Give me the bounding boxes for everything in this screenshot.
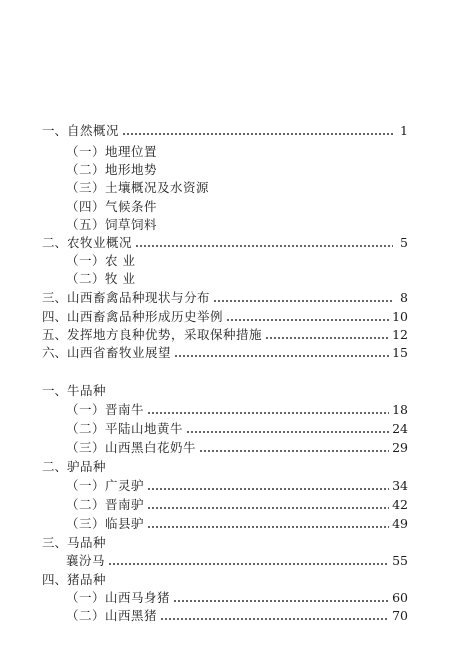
specific-entry[interactable] [66,552,408,570]
entry-label: （一）山西马身猪 [66,590,171,605]
general-entry[interactable] [42,289,408,307]
general-entry[interactable] [66,161,157,179]
dot-leader [122,133,393,135]
entry-page-number: 49 [392,516,408,531]
entry-label: （一）地理位置 [66,144,158,159]
entry-label: 猪品种 [67,572,107,587]
general-entry[interactable] [66,216,157,234]
entry-number: 三、 [42,290,68,305]
dot-leader [108,563,389,565]
dot-leader [160,618,389,620]
entry-number: 四、 [42,309,68,324]
entry-label: （五）饲草饲料 [66,217,158,232]
specific-entry[interactable] [66,477,408,495]
entry-page-number: 42 [392,497,408,512]
entry-page-number: 18 [392,402,408,417]
entry-label: （一）晋南牛 [66,402,145,417]
specific-entry[interactable] [66,589,408,607]
entry-label: （三）山西黑白花奶牛 [66,440,197,455]
entry-label: 牛品种 [67,383,107,398]
entry-label: （二）晋南驴 [66,497,145,512]
entry-number: 四、 [42,572,68,587]
entry-page-number: 10 [392,309,408,324]
specific-entry[interactable] [66,607,408,625]
entry-page-number: 70 [392,608,408,623]
specific-entry[interactable] [66,401,408,419]
specific-entry[interactable] [66,439,408,457]
dot-leader [147,412,389,414]
general-entry[interactable] [42,326,408,344]
entry-label: 山西省畜牧业展望 [67,345,172,360]
entry-page-number: 60 [392,590,408,605]
entry-label: （二）地形地势 [66,162,158,177]
general-entry[interactable] [66,270,135,288]
entry-label: 驴品种 [67,459,107,474]
specific-entry[interactable] [66,420,408,438]
entry-label: 襄汾马 [66,553,106,568]
entry-page-number: 12 [392,327,408,342]
entry-number: 一、 [42,123,68,138]
entry-label: 山西畜禽品种现状与分布 [67,290,211,305]
dot-leader [174,355,389,357]
entry-label: （二）牧 业 [66,271,136,286]
specific-entry[interactable] [42,382,106,400]
entry-label: （一）广灵驴 [66,478,145,493]
dot-leader [226,319,389,321]
entry-page-number: 5 [400,235,408,250]
general-entry[interactable] [42,344,408,362]
specific-entry[interactable] [66,496,408,514]
general-entry[interactable] [66,179,209,197]
dot-leader [186,431,389,433]
entry-label: （三）临县驴 [66,516,145,531]
specific-entry[interactable] [42,571,106,589]
entry-label: （一）农 业 [66,253,136,268]
entry-label: 发挥地方良种优势，采取保种措施 [67,327,263,342]
general-entry[interactable] [42,234,408,252]
specific-entry[interactable] [42,534,106,552]
entry-page-number: 55 [392,553,408,568]
entry-number: 二、 [42,459,68,474]
general-entry[interactable] [66,252,135,270]
entry-page-number: 8 [400,290,408,305]
entry-page-number: 34 [392,478,408,493]
specific-entry[interactable] [42,458,106,476]
entry-label: 山西畜禽品种形成历史举例 [67,309,224,324]
dot-leader [173,600,389,602]
entry-page-number: 1 [400,123,408,138]
entry-label: （二）山西黑猪 [66,608,158,623]
entry-page-number: 15 [392,345,408,360]
entry-label: 农牧业概况 [67,235,133,250]
entry-label: （三）土壤概况及水资源 [66,180,210,195]
dot-leader [135,245,393,247]
entry-page-number: 24 [392,421,408,436]
entry-number: 六、 [42,345,68,360]
entry-number: 五、 [42,327,68,342]
dot-leader [147,488,389,490]
dot-leader [199,450,389,452]
entry-label: （二）平陆山地黄牛 [66,421,184,436]
entry-page-number: 29 [392,440,408,455]
entry-label: 马品种 [67,535,107,550]
general-entry[interactable] [66,143,157,161]
dot-leader [147,507,389,509]
dot-leader [265,337,389,339]
general-entry[interactable] [42,308,408,326]
entry-number: 一、 [42,383,68,398]
dot-leader [213,300,393,302]
specific-entry[interactable] [66,515,408,533]
entry-label: （四）气候条件 [66,199,158,214]
general-entry[interactable] [66,198,157,216]
general-entry[interactable] [42,122,408,140]
entry-number: 三、 [42,535,68,550]
entry-label: 自然概况 [67,123,120,138]
entry-number: 二、 [42,235,68,250]
dot-leader [147,526,389,528]
